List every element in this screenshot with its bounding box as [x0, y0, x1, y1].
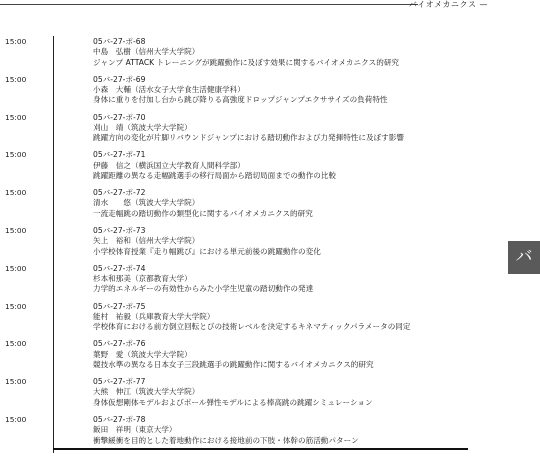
- entry-title: 身体仮想剛体モデルおよびポール弾性モデルによる棒高跳の跳躍シミュレーション: [93, 397, 373, 407]
- entry-code: 05バ-27-ポ-75: [93, 301, 146, 311]
- entry-code: 05バ-27-ポ-68: [93, 37, 146, 46]
- entry-time: 15:00: [5, 301, 27, 311]
- entry-code: 05バ-27-ポ-76: [93, 339, 146, 349]
- program-entry: [5, 37, 469, 75]
- entry-time: 15:00: [5, 74, 27, 84]
- entry-code: 05バ-27-ポ-71: [93, 150, 146, 160]
- section-index-tab: バ: [508, 241, 540, 274]
- entry-time: 15:00: [5, 377, 27, 387]
- entry-author: 矢上 裕和（信州大学大学院）: [93, 236, 200, 246]
- footer-rule: [53, 448, 468, 450]
- entry-code: 05バ-27-ポ-69: [93, 74, 146, 84]
- entry-time: 15:00: [5, 150, 27, 160]
- entry-code: 05バ-27-ポ-72: [93, 188, 146, 198]
- entry-author: 中島 弘樹（信州大学大学院）: [93, 47, 200, 57]
- entry-time: 15:00: [5, 414, 27, 424]
- program-entry: [5, 188, 469, 226]
- program-entry: [5, 339, 469, 377]
- entry-title: 一流走幅跳の踏切動作の類型化に関するバイオメカニクス的研究: [93, 208, 313, 218]
- program-entry: [5, 74, 469, 113]
- section-header: バイオメカニクス —: [408, 0, 488, 9]
- entry-title: 跳躍距離の異なる走幅跳選手の移行局面から踏切局面までの動作の比較: [93, 170, 336, 180]
- entry-time: 15:00: [5, 188, 27, 198]
- entry-author: 杉本和那美（京都教育大学）: [93, 274, 192, 284]
- entry-title: 身体に重りを付加し台から跳び降りる高強度ドロップジャンプエクササイズの負荷特性: [93, 95, 388, 105]
- entry-author: 大熊 伸江（筑波大学大学院）: [93, 387, 200, 397]
- entry-title: ジャンプ ATTACK トレーニングが跳躍動作に及ぼす効果に関するバイオメカニクス的研究: [93, 57, 400, 67]
- program-entry: [5, 225, 469, 264]
- entry-author: 伊藤 信之（横浜国立大学教育人間科学部）: [93, 160, 245, 170]
- entry-author: 刈山 靖（筑波大学大学院）: [93, 122, 192, 132]
- entry-title: 跳躍方向の変化が片脚リバウンドジャンプにおける踏切動作および力発揮特性に及ぼす影響: [93, 133, 404, 143]
- program-entry: [5, 150, 469, 188]
- entry-author: 葉野 愛（筑波大学大学院）: [93, 349, 192, 359]
- entry-title: 力学的エネルギーの有効性からみた小学生児童の踏切動作の発達: [93, 284, 314, 294]
- entry-code: 05バ-27-ポ-78: [93, 414, 146, 424]
- entry-code: 05バ-27-ポ-74: [93, 263, 146, 273]
- entry-author: 能村 祐毅（兵庫教育大学大学院）: [93, 311, 215, 321]
- program-list: [5, 36, 469, 453]
- entry-code: 05バ-27-ポ-70: [93, 112, 146, 122]
- program-entry: [5, 377, 469, 415]
- entry-code: 05バ-27-ポ-77: [93, 377, 146, 387]
- entry-author: 小森 大輔（活水女子大学食生活健康学科）: [93, 85, 245, 95]
- entry-code: 05バ-27-ポ-73: [93, 225, 146, 235]
- entry-time: 15:00: [5, 225, 27, 235]
- entry-title: 衝撃緩衝を目的とした着地動作における接地前の下肢・体幹の筋活動パターン: [93, 435, 359, 445]
- entry-author: 飯田 祥明（東京大学）: [93, 425, 177, 435]
- entry-time: 15:00: [5, 263, 27, 273]
- header-rule: [0, 4, 418, 5]
- program-entry: [5, 263, 469, 302]
- entry-time: 15:00: [5, 37, 27, 46]
- entry-time: 15:00: [5, 112, 27, 122]
- entry-title: 小学校体育授業『走り幅跳び』における単元前後の跳躍動作の変化: [93, 246, 321, 256]
- program-entry: [5, 112, 469, 151]
- entry-title: 競技水準の異なる日本女子三段跳選手の跳躍動作に関するバイオメカニクス的研究: [93, 359, 374, 369]
- entry-title: 学校体育における前方倒立回転とびの技術レベルを決定するキネマティックパラメータの同定: [93, 322, 411, 332]
- program-entry: [5, 301, 469, 340]
- entry-time: 15:00: [5, 339, 27, 349]
- entry-author: 清水 悠（筑波大学大学院）: [93, 198, 200, 208]
